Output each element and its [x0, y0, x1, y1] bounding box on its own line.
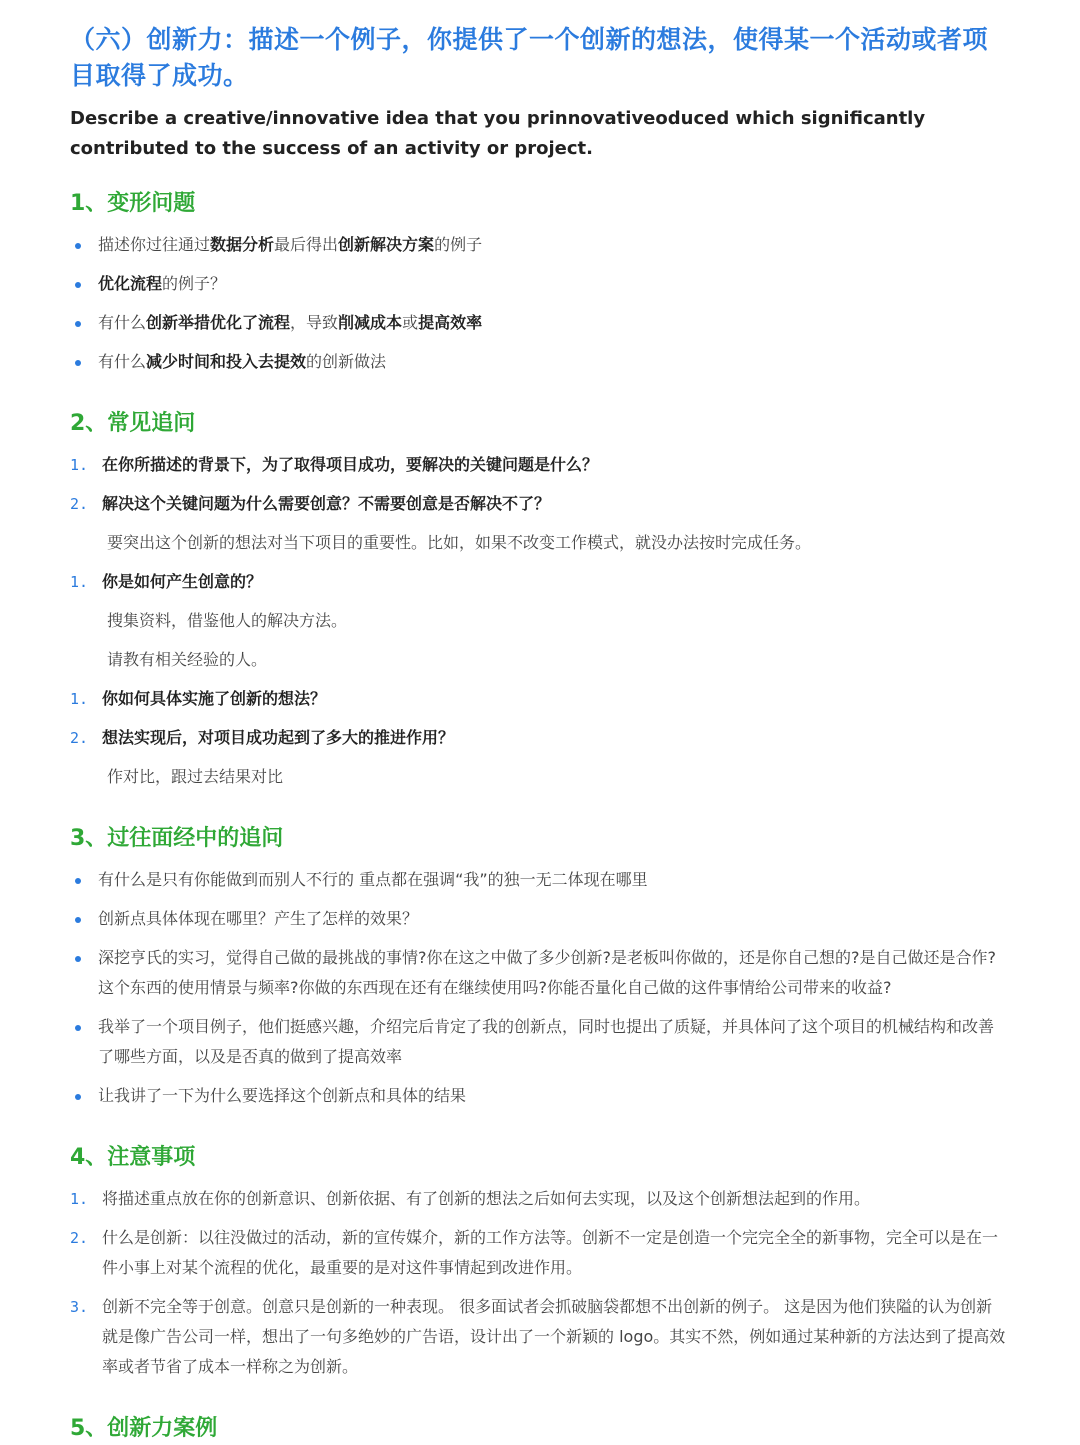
list-item: 让我讲了一下为什么要选择这个创新点和具体的结果	[70, 1077, 1006, 1116]
answer-note: 搜集资料，借鉴他人的解决方法。	[107, 611, 348, 630]
followup-questions-list	[70, 446, 1006, 797]
bullet-icon	[75, 917, 81, 923]
list-number: 2.	[70, 729, 89, 747]
list-item: 1. 你是如何产生创意的？	[70, 563, 1006, 602]
variant-questions-list	[70, 226, 1006, 382]
list-number: 1.	[70, 456, 89, 474]
english-subtitle: Describe a creative/innovative idea that you prinnovativeoduced which significantly contributed to the success of an activity or project.	[70, 108, 926, 159]
list-number: 2.	[70, 1229, 89, 1247]
page-title: （六）创新力：描述一个例子，你提供了一个创新的想法，使得某一个活动或者项目取得了成功。	[70, 25, 989, 90]
bullet-icon	[75, 360, 81, 366]
list-number: 2.	[70, 495, 89, 513]
list-item: 2. 解决这个关键问题为什么需要创意？不需要创意是否解决不了？	[70, 485, 1006, 524]
section-heading-followups: 2、常见追问	[70, 411, 196, 436]
answer-note: 作对比，跟过去结果对比	[107, 767, 284, 786]
section-heading-past-interviews: 3、过往面经中的追问	[70, 826, 284, 851]
bullet-icon	[75, 956, 81, 962]
list-item: 1. 在你所描述的背景下，为了取得项目成功，要解决的关键问题是什么？	[70, 446, 1006, 485]
list-item: 2. 什么是创新：以往没做过的活动，新的宣传媒介，新的工作方法等。创新不一定是创造一个完完全全的新事物，完全可以是在一件小事上对某个流程的优化，最重要的是对这件事情起到改进作用。	[70, 1219, 1006, 1288]
list-number: 1.	[70, 1190, 89, 1208]
list-item: 1. 将描述重点放在你的创新意识、创新依据、有了创新的想法之后如何去实现，以及这个创新想法起到的作用。	[70, 1180, 1006, 1219]
list-item: 描述你过往通过数据分析最后得出创新解决方案的例子	[70, 226, 1006, 265]
list-item: 3. 创新不完全等于创意。创意只是创新的一种表现。 很多面试者会抓破脑袋都想不出创新的例子。 这是因为他们狭隘的认为创新就是像广告公司一样，想出了一句多绝妙的广告语，设计出了一个新颖的 logo。其实不然，例如通过某种新的方法达到了提高效率或者节省了成本一样称之为创新。	[70, 1288, 1006, 1387]
notes-list	[70, 1180, 1006, 1387]
list-item: 有什么创新举措优化了流程，导致削减成本或提高效率	[70, 304, 1006, 343]
list-item: 创新点具体体现在哪里？产生了怎样的效果？	[70, 900, 1006, 939]
list-item: 有什么是只有你能做到而别人不行的 重点都在强调“我”的独一无二体现在哪里	[70, 861, 1006, 900]
list-number: 1.	[70, 573, 89, 591]
list-number: 1.	[70, 690, 89, 708]
list-item: 我举了一个项目例子，他们挺感兴趣，介绍完后肯定了我的创新点，同时也提出了质疑，并具体问了这个项目的机械结构和改善了哪些方面，以及是否真的做到了提高效率	[70, 1008, 1006, 1077]
answer-note: 要突出这个创新的想法对当下项目的重要性。比如，如果不改变工作模式，就没办法按时完成任务。	[107, 533, 812, 552]
bullet-icon	[75, 1025, 81, 1031]
bullet-icon	[75, 1094, 81, 1100]
bullet-icon	[75, 321, 81, 327]
list-item: 有什么减少时间和投入去提效的创新做法	[70, 343, 1006, 382]
list-item: 2. 想法实现后，对项目成功起到了多大的推进作用？	[70, 719, 1006, 758]
bullet-icon	[75, 282, 81, 288]
section-heading-notes: 4、注意事项	[70, 1145, 196, 1170]
answer-note: 请教有相关经验的人。	[107, 650, 268, 669]
section-heading-variants: 1、变形问题	[70, 191, 196, 216]
list-item: 优化流程的例子？	[70, 265, 1006, 304]
past-interview-questions-list	[70, 861, 1006, 1116]
bullet-icon	[75, 243, 81, 249]
section-heading-cases: 5、创新力案例	[70, 1416, 218, 1441]
list-item: 深挖亨氏的实习，觉得自己做的最挑战的事情?你在这之中做了多少创新?是老板叫你做的，还是你自己想的?是自己做还是合作?这个东西的使用情景与频率?你做的东西现在还有在继续使用吗?你能否量化自己做的这件事情给公司带来的收益?	[70, 939, 1006, 1008]
list-item: 1. 你如何具体实施了创新的想法？	[70, 680, 1006, 719]
bullet-icon	[75, 878, 81, 884]
list-number: 3.	[70, 1298, 89, 1316]
